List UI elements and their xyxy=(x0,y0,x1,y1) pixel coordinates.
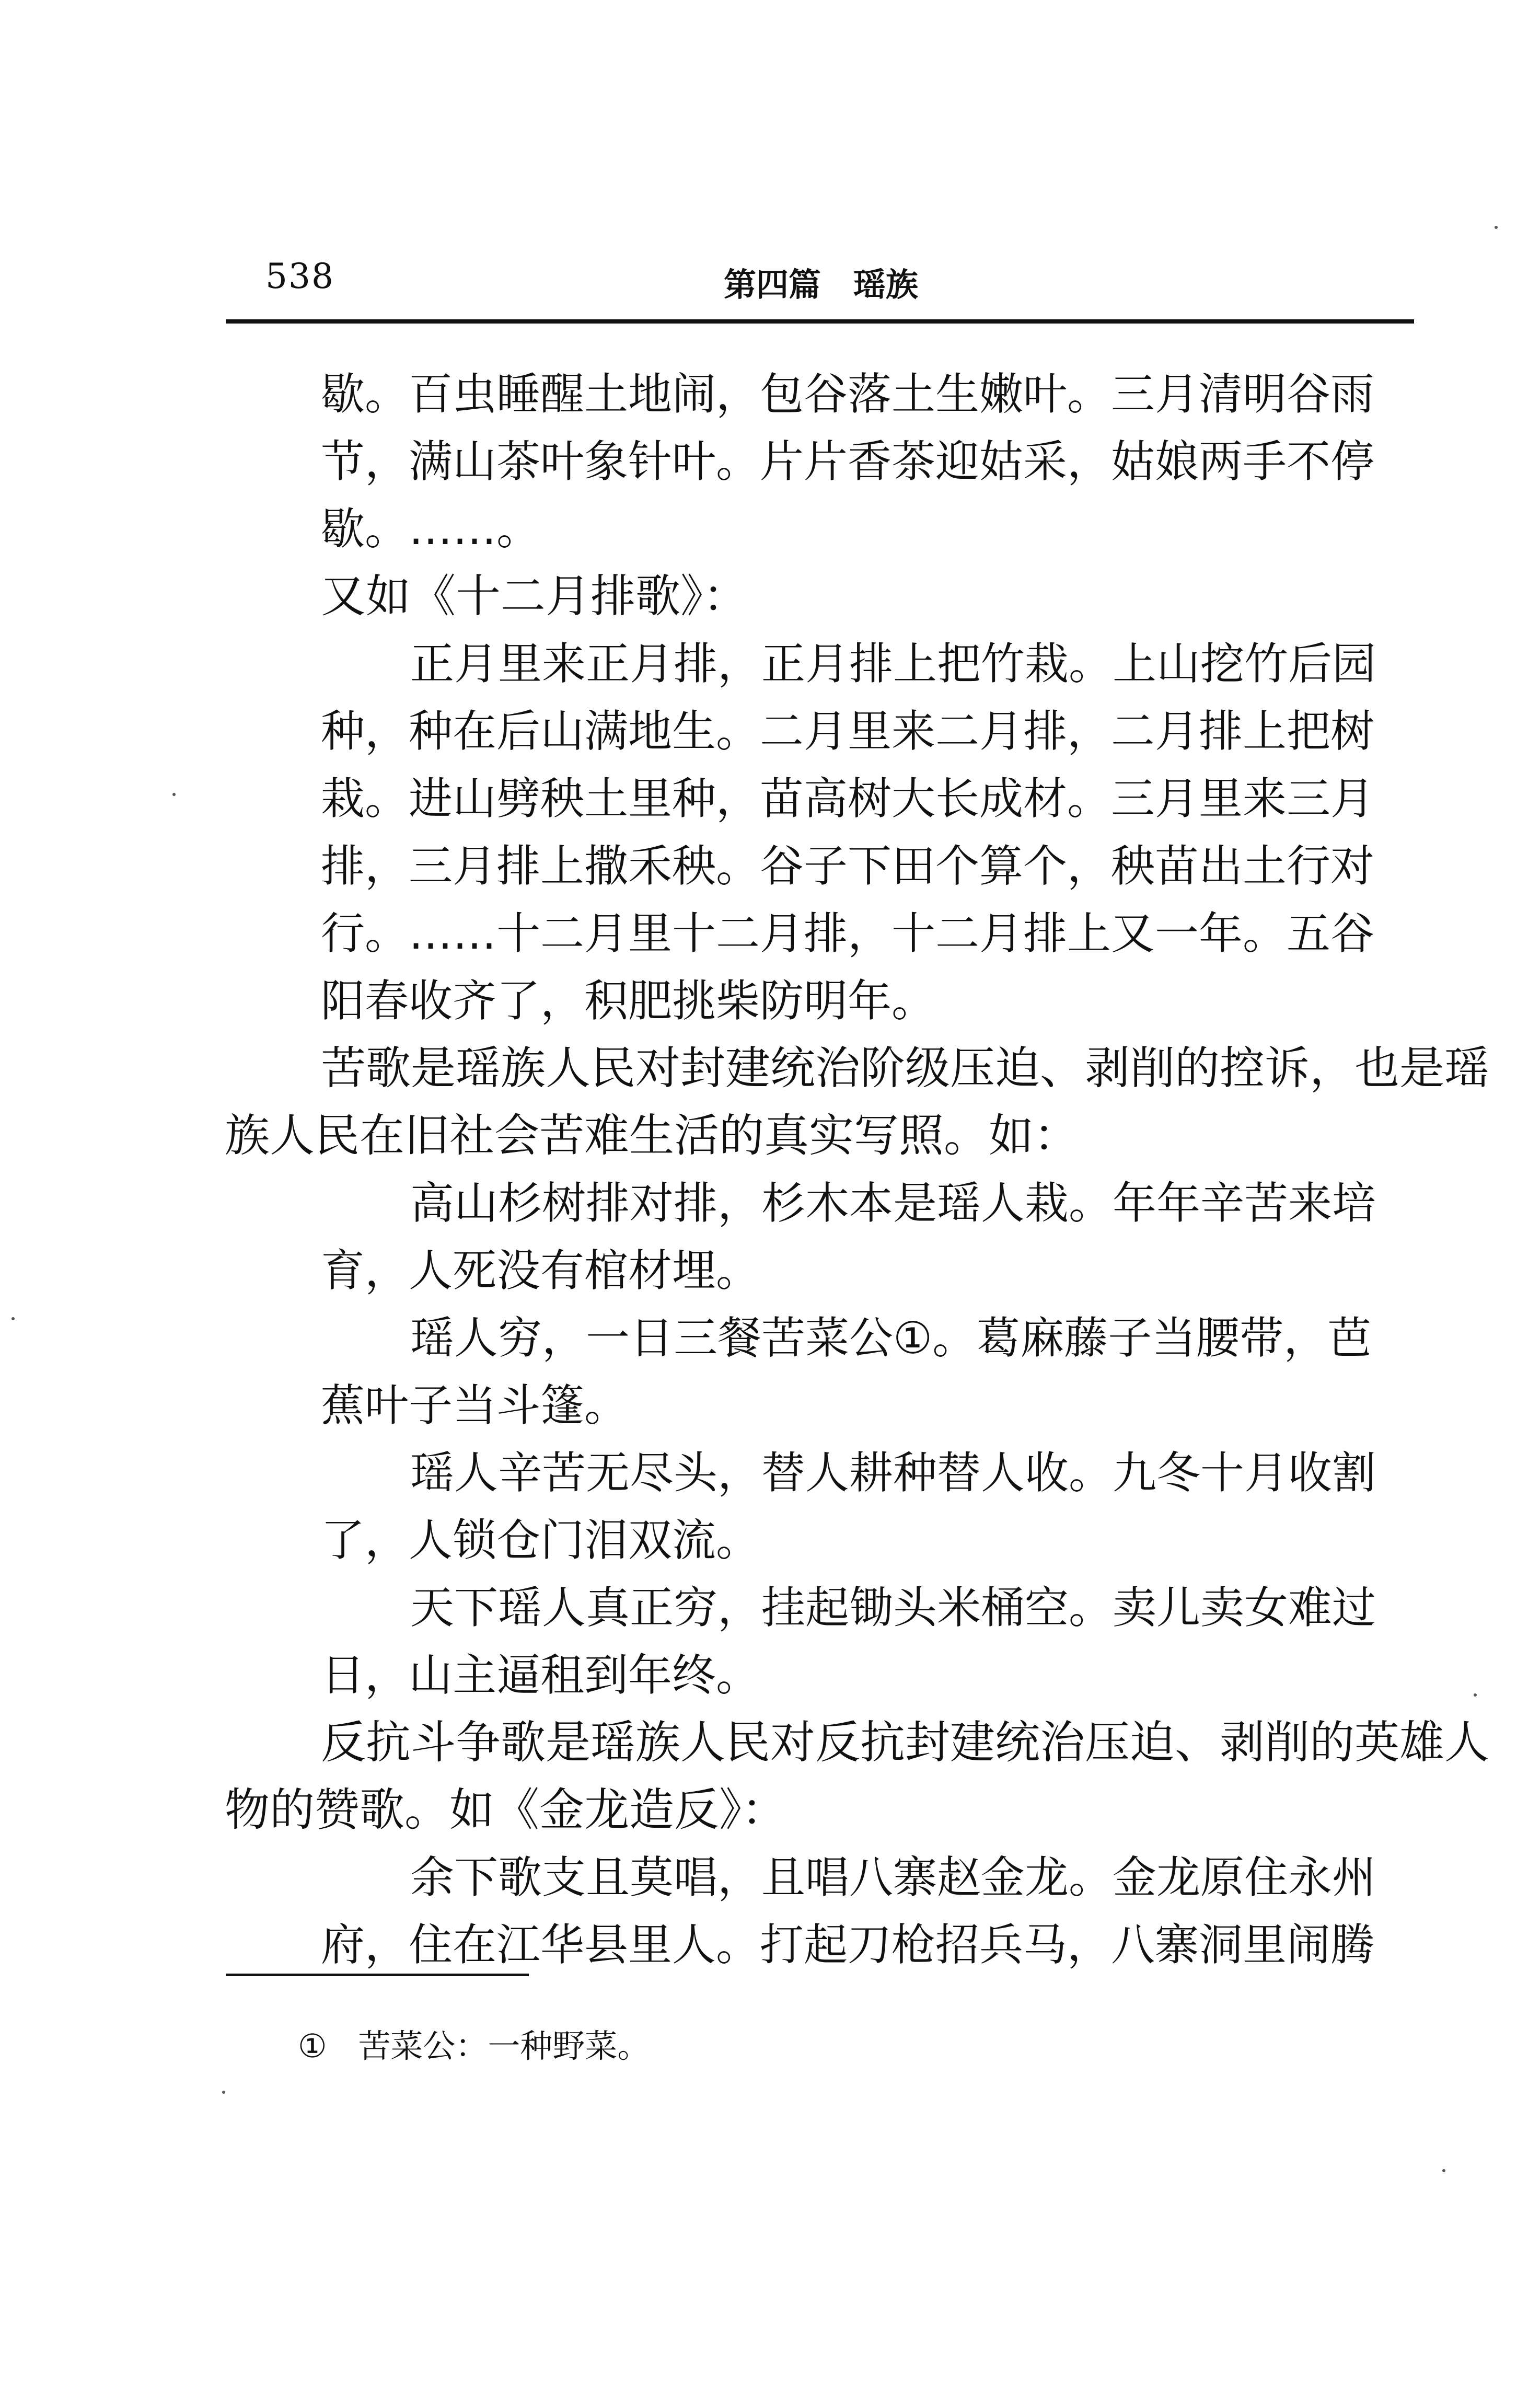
text-line: 歇。……。 xyxy=(321,503,541,555)
text-line: 正月里来正月排，正月排上把竹栽。上山挖竹后园 xyxy=(410,638,1376,689)
text-line: 了，人锁仓门泪双流。 xyxy=(321,1515,760,1566)
text-line: 种，种在后山满地生。二月里来二月排，二月排上把树 xyxy=(321,706,1375,757)
text-line: 排，三月排上撒禾秧。谷子下田个算个，秧苗出土行对 xyxy=(321,840,1375,892)
text-line: 天下瑶人真正穷，挂起锄头米桶空。卖儿卖女难过 xyxy=(410,1582,1376,1633)
scan-speck xyxy=(172,793,176,796)
text-line: 又如《十二月排歌》： xyxy=(321,570,748,622)
text-line: 苦歌是瑶族人民对封建统治阶级压迫、剥削的控诉，也是瑶 xyxy=(321,1042,1489,1094)
text-line: 行。……十二月里十二月排，十二月排上又一年。五谷 xyxy=(321,908,1375,959)
header-rule xyxy=(226,319,1414,324)
footnote-label: ① xyxy=(298,2027,327,2065)
text-line: 瑶人辛苦无尽头，替人耕种替人收。九冬十月收割 xyxy=(410,1447,1376,1498)
text-line: 余下歌支且莫唱，且唱八寨赵金龙。金龙原住永州 xyxy=(410,1852,1376,1903)
section-title: 第四篇 瑶族 xyxy=(724,266,919,304)
page-number: 538 xyxy=(265,256,334,296)
text-line: 族人民在旧社会苦难生活的真实写照。如： xyxy=(225,1110,1079,1162)
scan-speck xyxy=(1474,1693,1477,1697)
text-line: 反抗斗争歌是瑶族人民对反抗封建统治压迫、剥削的英雄人 xyxy=(321,1716,1489,1769)
text-line: 府，住在江华县里人。打起刀枪招兵马，八寨洞里闹腾 xyxy=(321,1919,1375,1970)
text-line: 物的赞歌。如《金龙造反》： xyxy=(225,1784,786,1836)
text-line: 阳春收齐了，积肥挑柴防明年。 xyxy=(321,975,936,1027)
footnote xyxy=(298,2020,650,2067)
footnote-rule xyxy=(226,1974,529,1976)
body-text xyxy=(225,361,1489,1979)
text-line: 栽。进山劈秧土里种，苗高树大长成材。三月里来三月 xyxy=(321,773,1375,824)
text-line: 蕉叶子当斗篷。 xyxy=(321,1380,629,1431)
scan-speck xyxy=(1495,226,1498,229)
text-line: 节，满山茶叶象针叶。片片香茶迎姑采，姑娘两手不停 xyxy=(321,436,1375,487)
text-line: 高山杉树排对排，杉木本是瑶人栽。年年辛苦来培 xyxy=(410,1178,1376,1229)
text-line: 日，山主逼租到年终。 xyxy=(321,1650,760,1701)
text-line: 育，人死没有棺材埋。 xyxy=(321,1245,760,1296)
scan-speck xyxy=(11,1317,15,1320)
scan-speck xyxy=(1442,2169,1445,2172)
scan-speck xyxy=(222,2091,225,2094)
footnote-text: 苦菜公：一种野菜。 xyxy=(358,2027,650,2065)
text-line: 歇。百虫睡醒土地闹，包谷落土生嫩叶。三月清明谷雨 xyxy=(321,368,1375,420)
text-line: 瑶人穷，一日三餐苦菜公①。葛麻藤子当腰带，芭 xyxy=(410,1312,1372,1364)
